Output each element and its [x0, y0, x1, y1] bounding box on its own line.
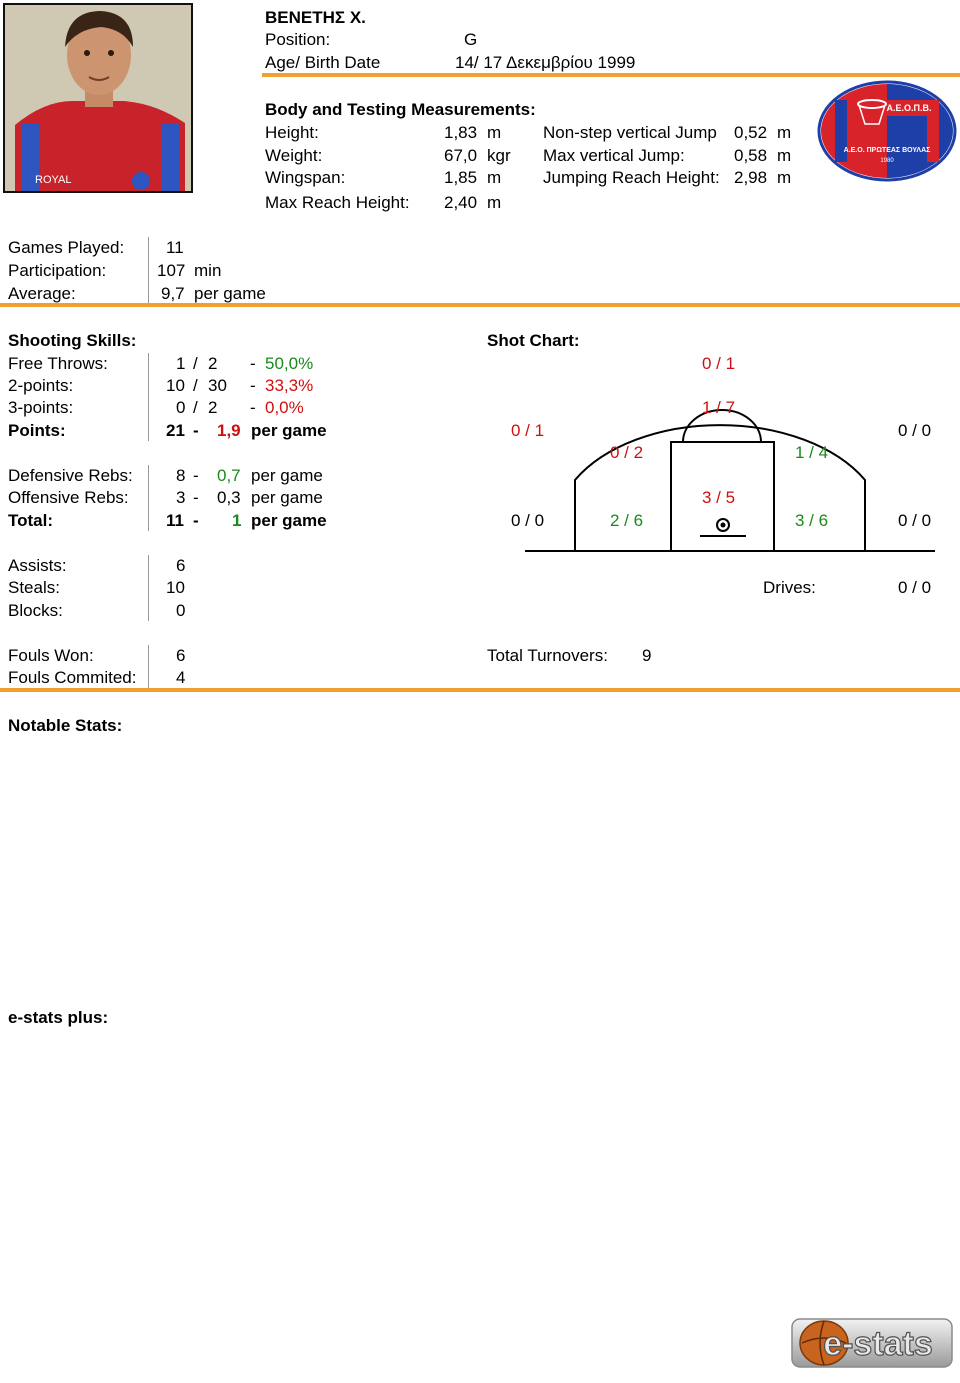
club-logo-year: 1980	[880, 158, 894, 164]
def-rebs-avg: 0,7	[217, 466, 241, 485]
shooting-title: Shooting Skills:	[8, 331, 137, 350]
jumping-reach-unit: m	[777, 168, 792, 187]
off-rebs-value: 3	[176, 488, 186, 507]
off-rebs-avg: 0,3	[217, 488, 241, 507]
two-points-made: 10	[166, 376, 185, 395]
def-rebs-value: 8	[176, 466, 186, 485]
nonstep-jump-value: 0,52	[734, 123, 768, 142]
fouls-commited-value: 4	[176, 668, 186, 687]
shooting-divider	[148, 353, 149, 441]
games-played-label: Games Played:	[8, 238, 125, 257]
nonstep-jump-label: Non-step vertical Jump	[543, 123, 717, 142]
measurements-title: Body and Testing Measurements:	[265, 100, 536, 119]
shirt-text: ROYAL	[35, 174, 72, 186]
weight-label: Weight:	[265, 146, 323, 165]
zone-paint: 3 / 5	[702, 488, 736, 507]
fouls-won-label: Fouls Won:	[8, 646, 94, 665]
zone-top-key: 0 / 1	[702, 354, 736, 373]
three-points-dash: -	[250, 398, 256, 417]
jumping-reach-label: Jumping Reach Height:	[543, 168, 720, 187]
two-points-pct: 33,3%	[265, 376, 314, 395]
total-rebs-unit: per game	[251, 511, 327, 530]
max-vertical-label: Max vertical Jump:	[543, 146, 685, 165]
fouls-divider	[148, 645, 149, 688]
free-throws-label: Free Throws:	[8, 354, 108, 373]
three-points-pct: 0,0%	[265, 398, 304, 417]
player-name: ΒΕΝΕΤΗΣ Χ.	[265, 8, 366, 27]
zone-right-block: 3 / 6	[795, 511, 829, 530]
nonstep-jump-unit: m	[777, 123, 792, 142]
drives-value: 0 / 0	[898, 578, 932, 597]
notable-stats-label: Notable Stats:	[8, 716, 123, 735]
fouls-commited-label: Fouls Commited:	[8, 668, 137, 687]
wingspan-label: Wingspan:	[265, 168, 346, 187]
total-rebs-dash: -	[193, 511, 199, 530]
points-unit: per game	[251, 421, 327, 440]
games-divider	[148, 237, 149, 303]
max-reach-label: Max Reach Height:	[265, 193, 410, 212]
participation-unit: min	[194, 261, 222, 280]
drives-label: Drives:	[763, 578, 816, 597]
club-logo-graphic	[817, 80, 957, 182]
estats-logo-text: e-stats	[823, 1325, 933, 1363]
total-rebs-label: Total:	[8, 511, 54, 530]
stats-bottom-divider	[0, 688, 960, 692]
def-rebs-label: Defensive Rebs:	[8, 466, 133, 485]
steals-value: 10	[166, 578, 185, 597]
steals-label: Steals:	[8, 578, 60, 597]
wingspan-value: 1,85	[444, 168, 478, 187]
fouls-won-value: 6	[176, 646, 186, 665]
participation-label: Participation:	[8, 261, 107, 280]
turnovers-value: 9	[642, 646, 652, 665]
games-bottom-divider	[0, 303, 960, 307]
points-label: Points:	[8, 421, 66, 440]
position-label: Position:	[265, 30, 331, 49]
zone-right-corner3: 0 / 0	[898, 511, 932, 530]
def-rebs-unit: per game	[251, 466, 323, 485]
wingspan-unit: m	[487, 168, 502, 187]
max-reach-value: 2,40	[444, 193, 478, 212]
off-rebs-dash: -	[193, 488, 199, 507]
def-rebs-dash: -	[193, 466, 199, 485]
position-value: G	[464, 30, 478, 49]
free-throws-made: 1	[176, 354, 186, 373]
height-label: Height:	[265, 123, 319, 142]
three-points-made: 0	[176, 398, 186, 417]
player-portrait-graphic	[5, 5, 191, 191]
rim-center	[721, 523, 726, 528]
zone-left-corner3: 0 / 0	[511, 511, 545, 530]
average-unit: per game	[194, 284, 266, 303]
games-played-value: 11	[166, 238, 184, 257]
average-value: 9,7	[161, 284, 185, 303]
total-rebs-avg: 1	[232, 511, 242, 530]
two-points-label: 2-points:	[8, 376, 74, 395]
jumping-reach-value: 2,98	[734, 168, 768, 187]
two-points-dash: -	[250, 376, 256, 395]
weight-value: 67,0	[444, 146, 478, 165]
age-value: 14/ 17 Δεκεμβρίου 1999	[455, 53, 636, 72]
player-photo	[3, 3, 193, 193]
height-value: 1,83	[444, 123, 478, 142]
three-points-att: 2	[208, 398, 218, 417]
off-rebs-unit: per game	[251, 488, 323, 507]
club-logo-middle-text: Α.Ε.Ο. ΠΡΩΤΕΑΣ ΒΟΥΛΑΣ	[843, 147, 931, 154]
two-points-att: 30	[208, 376, 227, 395]
free-throws-slash: /	[193, 354, 198, 373]
zone-top-arc: 1 / 7	[702, 398, 736, 417]
free-throws-pct: 50,0%	[265, 354, 314, 373]
zone-left-block: 2 / 6	[610, 511, 644, 530]
club-logo	[817, 80, 957, 182]
average-label: Average:	[8, 284, 76, 303]
assists-value: 6	[176, 556, 186, 575]
turnovers-label: Total Turnovers:	[487, 646, 608, 665]
estats-logo	[790, 1313, 954, 1371]
header-divider	[262, 73, 960, 77]
free-throws-dash: -	[250, 354, 256, 373]
rebounds-divider	[148, 465, 149, 531]
off-rebs-label: Offensive Rebs:	[8, 488, 129, 507]
points-dash: -	[193, 421, 199, 440]
assists-label: Assists:	[8, 556, 67, 575]
club-logo-top-text: Α.Ε.Ο.Π.Β.	[886, 103, 932, 113]
shot-chart-title: Shot Chart:	[487, 331, 580, 350]
participation-value: 107	[157, 261, 186, 280]
three-points-label: 3-points:	[8, 398, 74, 417]
misc-divider	[148, 555, 149, 621]
free-throws-att: 2	[208, 354, 218, 373]
estats-logo-graphic	[790, 1313, 954, 1371]
max-vertical-unit: m	[777, 146, 792, 165]
zone-right-wing3: 0 / 0	[898, 421, 932, 440]
blocks-value: 0	[176, 601, 186, 620]
points-avg: 1,9	[217, 421, 241, 440]
blocks-label: Blocks:	[8, 601, 63, 620]
three-points-slash: /	[193, 398, 198, 417]
age-label: Age/ Birth Date	[265, 53, 381, 72]
two-points-slash: /	[193, 376, 198, 395]
height-unit: m	[487, 123, 502, 142]
points-value: 21	[166, 421, 185, 440]
total-rebs-value: 11	[166, 511, 184, 530]
zone-left-elbow: 0 / 2	[610, 443, 644, 462]
weight-unit: kgr	[487, 146, 511, 165]
zone-left-wing3: 0 / 1	[511, 421, 545, 440]
max-vertical-value: 0,58	[734, 146, 768, 165]
estats-plus-label: e-stats plus:	[8, 1008, 109, 1027]
zone-right-elbow: 1 / 4	[795, 443, 829, 462]
max-reach-unit: m	[487, 193, 502, 212]
